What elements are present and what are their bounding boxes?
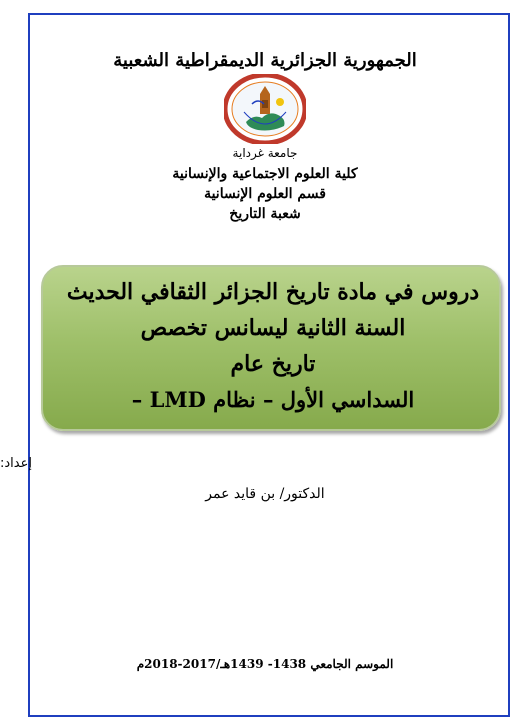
course-level: السنة الثانية ليسانس تخصص [140, 315, 406, 341]
course-semester: السداسي الأول – نظام LMD – [131, 387, 415, 412]
republic-title: الجمهورية الجزائرية الديمقراطية الشعبية [113, 50, 417, 71]
author-name: الدكتور/ بن قايد عمر [205, 486, 325, 502]
course-title-box [41, 265, 501, 431]
prepared-by-label [0, 456, 302, 471]
university-seal-icon [224, 74, 306, 144]
branch-name: شعبة التاريخ [229, 206, 301, 222]
academic-season: الموسم الجامعي 1438- 1439هـ/2017-2018م [136, 657, 394, 671]
university-name: جامعة غرداية [232, 146, 298, 160]
department-name: قسم العلوم الإنسانية [204, 186, 326, 202]
faculty-name: كلية العلوم الاجتماعية والإنسانية [172, 166, 358, 182]
course-title: دروس في مادة تاريخ الجزائر الثقافي الحديث [66, 279, 480, 305]
prepared-by-text: إعداد: [0, 456, 32, 471]
course-specialty: تاريخ عام [230, 351, 316, 377]
